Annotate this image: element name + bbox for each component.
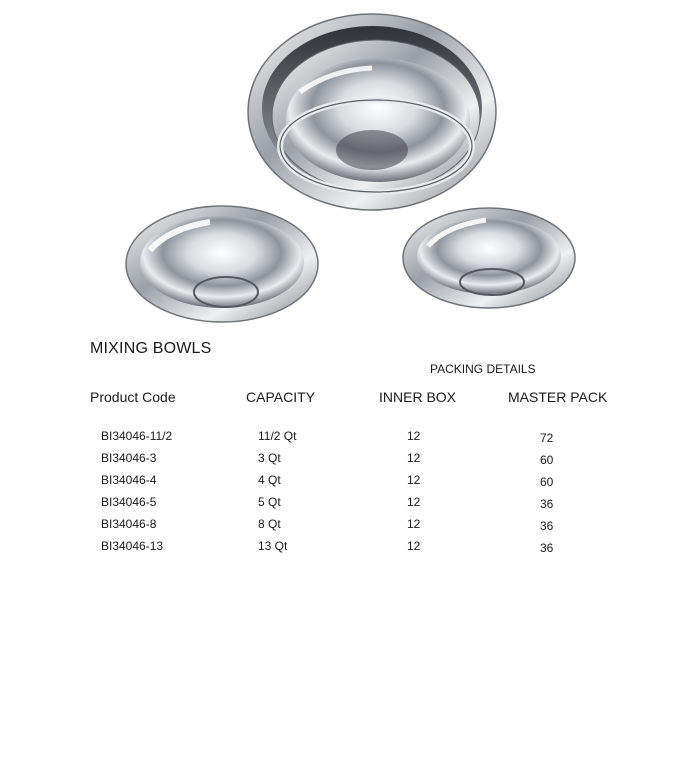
inner-box-cell: 12: [407, 539, 421, 553]
master-pack-cell: 36: [540, 541, 554, 555]
capacity-cell: 5 Qt: [258, 495, 281, 509]
left-bowl: [126, 206, 318, 322]
product-code-cell: BI34046-4: [101, 473, 157, 487]
table-row: [0, 473, 700, 495]
right-bowl: [403, 208, 575, 308]
table-row: [0, 495, 700, 517]
right-bowl-inner: [417, 218, 561, 294]
inner-box-cell: 12: [407, 429, 421, 443]
capacity-cell: 3 Qt: [258, 451, 281, 465]
packing-details-header: PACKING DETAILS: [430, 362, 536, 376]
master-pack-cell: 72: [540, 431, 554, 445]
product-code-cell: BI34046-3: [101, 451, 157, 465]
nested-bowls-set: [248, 14, 496, 210]
table-row: [0, 429, 700, 451]
table-row: [0, 517, 700, 539]
nested-bowl-base: [336, 130, 408, 170]
table-row: [0, 451, 700, 473]
table-row: [0, 539, 700, 561]
master-pack-cell: 36: [540, 519, 554, 533]
product-code-cell: BI34046-5: [101, 495, 157, 509]
inner-box-cell: 12: [407, 495, 421, 509]
inner-box-header: INNER BOX: [379, 389, 457, 405]
capacity-cell: 4 Qt: [258, 473, 281, 487]
capacity-cell: 11/2 Qt: [258, 429, 297, 443]
master-pack-cell: 36: [540, 497, 554, 511]
page-title: MIXING BOWLS: [90, 340, 212, 357]
inner-box-cell: 12: [407, 473, 421, 487]
inner-box-cell: 12: [407, 517, 421, 531]
capacity-cell: 8 Qt: [258, 517, 281, 531]
product-code-cell: BI34046-13: [101, 539, 164, 553]
inner-box-cell: 12: [407, 451, 421, 465]
master-pack-cell: 60: [540, 453, 554, 467]
left-bowl-inner: [140, 216, 304, 308]
product-code-cell: BI34046-11/2: [101, 429, 173, 443]
product-code-cell: BI34046-8: [101, 517, 157, 531]
master-pack-header: MASTER PACK: [508, 389, 608, 405]
mixing-bowls-photo: [0, 0, 700, 330]
product-code-header: Product Code: [90, 389, 176, 405]
capacity-header: CAPACITY: [246, 389, 315, 405]
capacity-cell: 13 Qt: [258, 539, 288, 553]
product-table: [0, 429, 700, 561]
master-pack-cell: 60: [540, 475, 554, 489]
